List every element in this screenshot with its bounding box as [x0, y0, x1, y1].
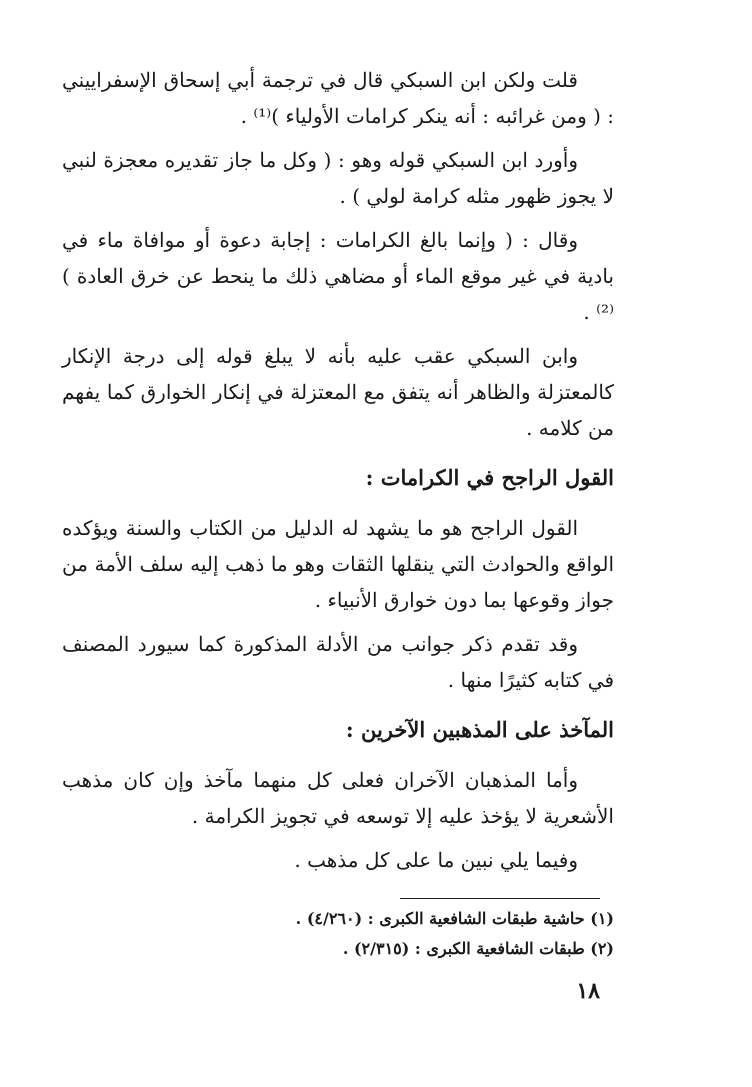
footnotes	[62, 904, 614, 964]
paragraph: وابن السبكي عقب عليه بأنه لا يبلغ قوله إلى درجة الإنكار كالمعتزلة والظاهر أنه يتفق مع المعتزلة في إنكار الخوارق كما يفهم من كلامه .	[62, 344, 614, 440]
section-heading: القول الراجح في الكرامات :	[365, 465, 614, 490]
paragraph: وقال : ( وإنما بالغ الكرامات : إجابة دعوة أو موافاة ماء في بادية في غير موقع الماء أو مضاهي ذلك ما ينحط عن خرق العادة )⁽²⁾ .	[62, 228, 614, 324]
main-text	[62, 62, 614, 886]
paragraph: وأورد ابن السبكي قوله وهو : ( وكل ما جاز تقديره معجزة لنبي لا يجوز ظهور مثله كرامة لولي ) .	[62, 148, 614, 208]
paragraph: قلت ولكن ابن السبكي قال في ترجمة أبي إسحاق الإسفراييني : ( ومن غرائبه : أنه ينكر كرامات الأولياء )⁽¹⁾ .	[62, 68, 614, 128]
footnote: (١) حاشية طبقات الشافعية الكبرى : (٤/٢٦٠) .	[295, 909, 614, 928]
page-number: ١٨	[576, 978, 600, 1004]
paragraph: وأما المذهبان الآخران فعلى كل منهما مآخذ وإن كان مذهب الأشعرية لا يؤخذ عليه إلا توسعه في تجويز الكرامة .	[62, 768, 614, 828]
paragraph: القول الراجح هو ما يشهد له الدليل من الكتاب والسنة ويؤكده الواقع والحوادث التي ينقلها الثقات وهو ما ذهب إليه سلف الأمة من جواز وقوعها بما دون خوارق الأنبياء .	[62, 516, 614, 612]
footnote: (٢) طبقات الشافعية الكبرى : (٢/٣١٥) .	[342, 939, 614, 958]
paragraph: وقد تقدم ذكر جوانب من الأدلة المذكورة كما سيورد المصنف في كتابه كثيرًا منها .	[62, 632, 614, 692]
footnote-divider	[400, 898, 600, 899]
section-heading: المآخذ على المذهبين الآخرين :	[345, 717, 614, 742]
paragraph: وفيما يلي نبين ما على كل مذهب .	[294, 848, 578, 872]
